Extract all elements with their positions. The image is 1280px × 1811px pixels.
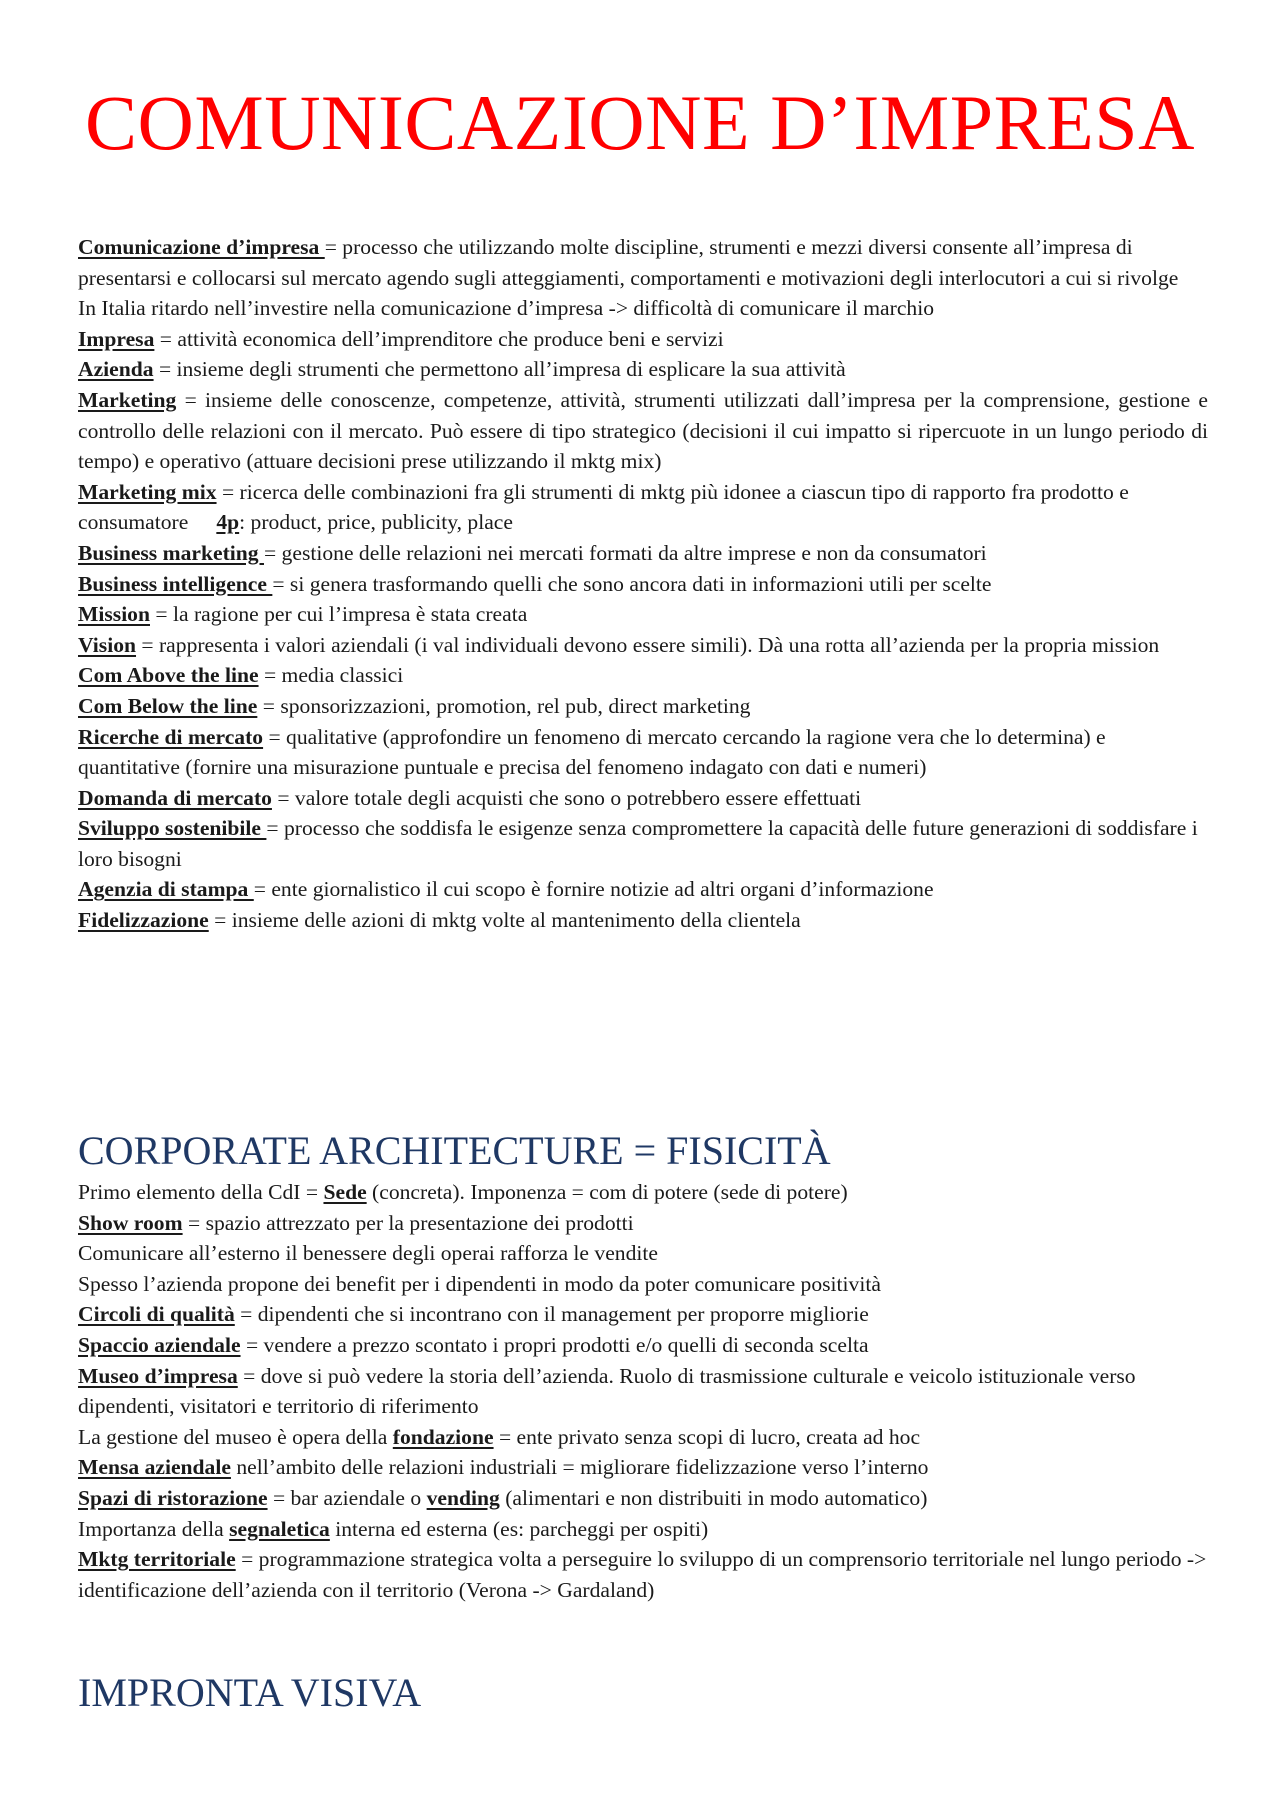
term: Spazi di ristorazione — [78, 1485, 268, 1510]
definition: = processo che soddisfa le esigenze senza compromettere la capacità delle future generazioni di soddisfare i loro bisogni — [78, 816, 1198, 871]
definition: = si genera trasformando quelli che sono ancora dati in informazioni utili per scelte — [272, 571, 992, 596]
paragraph — [78, 477, 1208, 538]
definition: = ente giornalistico il cui scopo è fornire notizie ad altri organi d’informazione — [253, 877, 934, 902]
paragraph — [78, 1422, 1208, 1453]
paragraph — [78, 1299, 1208, 1330]
paragraph — [78, 1483, 1208, 1514]
paragraph — [78, 232, 1208, 293]
definition: = media classici — [258, 663, 404, 688]
paragraph — [78, 324, 1208, 355]
definition: = ricerca delle combinazioni fra gli strumenti di mktg più idonee a ciascun tipo di rapporto fra prodotto e consumatore — [78, 479, 1129, 535]
definition: La gestione del museo è opera della — [78, 1424, 393, 1449]
term: Mensa aziendale — [78, 1455, 231, 1480]
paragraph — [78, 385, 1208, 477]
paragraph — [78, 1177, 1208, 1208]
section-heading-corporate-architecture: CORPORATE ARCHITECTURE = FISICITÀ — [78, 1128, 831, 1173]
term: Domanda di mercato — [78, 785, 272, 810]
term: Spaccio aziendale — [78, 1332, 241, 1357]
paragraph — [78, 1514, 1208, 1545]
definition: (alimentari e non distribuiti in modo automatico) — [499, 1485, 928, 1510]
paragraph — [78, 1269, 1208, 1300]
definition: interna ed esterna (es: parcheggi per ospiti) — [329, 1516, 709, 1541]
paragraph — [78, 905, 1208, 936]
definition: nell’ambito delle relazioni industriali = migliorare fidelizzazione verso l’interno — [230, 1455, 929, 1480]
term: Business intelligence — [78, 571, 273, 596]
term: Show room — [78, 1210, 183, 1235]
definition: Comunicare all’esterno il benessere degli operai rafforza le vendite — [78, 1241, 658, 1266]
term: vending — [426, 1485, 500, 1510]
definition: = ente privato senza scopi di lucro, creata ad hoc — [493, 1424, 921, 1449]
paragraph — [78, 354, 1208, 385]
term: Business marketing — [78, 540, 264, 565]
corporate-architecture-section — [78, 1177, 1208, 1605]
term: Circoli di qualità — [78, 1302, 235, 1327]
paragraph — [78, 1238, 1208, 1269]
definition: : product, price, publicity, place — [239, 510, 513, 535]
paragraph — [78, 569, 1208, 600]
term: segnaletica — [229, 1516, 330, 1541]
definition: = vendere a prezzo scontato i propri prodotti e/o quelli di seconda scelta — [240, 1332, 869, 1357]
definition: = gestione delle relazioni nei mercati formati da altre imprese e non da consumatori — [263, 540, 987, 565]
definition: = dove si può vedere la storia dell’azienda. Ruolo di trasmissione culturale e veicolo istituzionale verso dipendenti, visitatori e territorio di riferimento — [78, 1363, 1136, 1419]
definition: In Italia ritardo nell’investire nella comunicazione d’impresa -> difficoltà di comunicare il marchio — [78, 296, 935, 321]
paragraph — [78, 293, 1208, 324]
paragraph — [78, 813, 1208, 874]
page-title: COMUNICAZIONE D’IMPRESA — [84, 79, 1195, 166]
definition: = processo che utilizzando molte discipline, strumenti e mezzi diversi consente all’impresa di presentarsi e collocarsi sul mercato agendo sugli atteggiamenti, comportamenti e motivazioni degli interlocutori a cui si rivolge — [78, 235, 1179, 290]
definition: Importanza della — [78, 1516, 230, 1541]
term: Ricerche di mercato — [78, 724, 264, 749]
definition: = insieme delle azioni di mktg volte al mantenimento della clientela — [208, 908, 801, 933]
term: Mission — [78, 602, 150, 627]
paragraph — [78, 783, 1208, 814]
paragraph — [78, 538, 1208, 569]
paragraph — [78, 599, 1208, 630]
paragraph — [78, 691, 1208, 722]
paragraph — [78, 1330, 1208, 1361]
definition: = programmazione strategica volta a perseguire lo sviluppo di un comprensorio territoriale nel lungo periodo -> identificazione dell’azienda con il territorio (Verona -> Gardaland) — [78, 1547, 1207, 1602]
paragraph — [78, 630, 1208, 661]
definition: = dipendenti che si incontrano con il management per proporre migliorie — [234, 1302, 869, 1327]
term: Sviluppo sostenibile — [78, 816, 267, 841]
term: Sede — [323, 1180, 367, 1204]
term: 4p — [216, 510, 240, 535]
term: Azienda — [78, 357, 154, 382]
definition: Spesso l’azienda propone dei benefit per i dipendenti in modo da poter comunicare positività — [78, 1271, 881, 1296]
paragraph — [78, 660, 1208, 691]
definition: = rappresenta i valori aziendali (i val individuali devono essere simili). Dà una rotta all’azienda per la propria mission — [136, 632, 1160, 657]
definition: = sponsorizzazioni, promotion, rel pub, direct marketing — [257, 693, 751, 718]
paragraph — [78, 722, 1208, 783]
definition: = la ragione per cui l’impresa è stata creata — [150, 602, 528, 627]
paragraph — [78, 1452, 1208, 1483]
section-heading-impronta-visiva: IMPRONTA VISIVA — [78, 1670, 422, 1715]
term: Marketing — [78, 387, 177, 412]
term: Com Below the line — [78, 693, 258, 718]
term: Fidelizzazione — [78, 908, 209, 933]
paragraph — [78, 1544, 1208, 1605]
term: Marketing mix — [78, 479, 217, 504]
term: Impresa — [78, 326, 155, 351]
term: Museo d’impresa — [78, 1363, 238, 1388]
term: Mktg territoriale — [78, 1547, 236, 1572]
definition: = spazio attrezzato per la presentazione dei prodotti — [182, 1210, 634, 1235]
definition: = valore totale degli acquisti che sono o potrebbero essere effettuati — [271, 785, 862, 810]
definition: = insieme delle conoscenze, competenze, attività, strumenti utilizzati dall’impresa per la comprensione, gestione e controllo delle relazioni con il mercato. Può essere di tipo strategico (decisioni il cui impatto si ripercuote in un lungo periodo di tempo) e operativo (attuare decisioni prese utilizzando il mktg mix) — [78, 387, 1208, 474]
definition: = insieme degli strumenti che permettono all’impresa di esplicare la sua attività — [153, 357, 846, 382]
definition: = qualitative (approfondire un fenomeno di mercato cercando la ragione vera che lo determina) e quantitative (fornire una misurazione puntuale e precisa del fenomeno indagato con dati e numeri) — [78, 724, 1106, 780]
definitions-section — [78, 232, 1208, 936]
term: Vision — [78, 632, 137, 657]
paragraph — [78, 1208, 1208, 1239]
definition: (concreta). Imponenza = com di potere (sede di potere) — [366, 1180, 848, 1204]
definition: = bar aziendale o — [267, 1485, 427, 1510]
term: Agenzia di stampa — [78, 877, 254, 902]
paragraph — [78, 1361, 1208, 1422]
paragraph — [78, 874, 1208, 905]
definition: = attività economica dell’imprenditore che produce beni e servizi — [154, 326, 724, 351]
term: fondazione — [392, 1424, 494, 1449]
definition: Primo elemento della CdI = — [78, 1180, 324, 1204]
term: Comunicazione d’impresa — [78, 235, 325, 259]
term: Com Above the line — [78, 663, 259, 688]
